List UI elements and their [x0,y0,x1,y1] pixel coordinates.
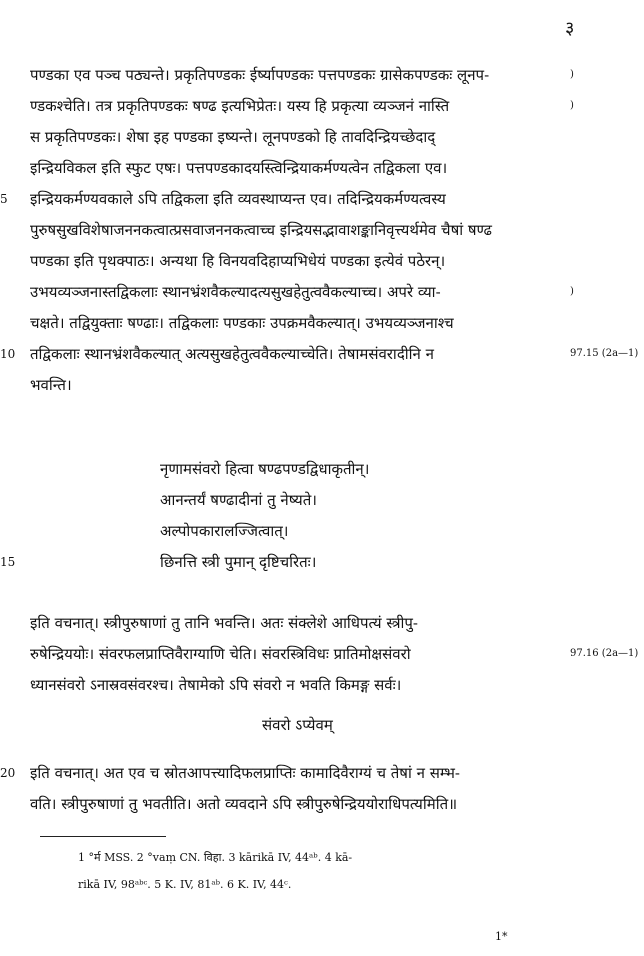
line-number: 15 [0,555,16,569]
text-line: इन्द्रियविकल इति स्फुट एषः। पत्तपण्डकादयस्त्विन्द्रियाकर्मण्यत्वेन तद्विकला एव। [30,159,448,177]
text-line: चक्षते। तद्वियुक्ताः षण्ढाः। तद्विकलाः पण्डकाः उपक्रमवैकल्यात्। उभयव्यञ्जनाश्च [30,314,454,332]
text-line: वति। स्त्रीपुरुषाणां तु भवतीति। अतो व्यवदाने ऽपि स्त्रीपुरुषेन्द्रिययोराधिपत्यमिति॥ [30,795,458,813]
line-number: 10 [0,347,16,361]
signature-mark: 1* [495,930,508,943]
margin-reference: ) [570,69,574,80]
footnote-line: 1 °र्म MSS. 2 °vaṃ CN. विहा. 3 kārikā IV, 44ᵃᵇ. 4 kā- [78,851,353,864]
verse-line: नृणामसंवरो हित्वा षण्ढपण्डद्विधाकृतीन्। [160,460,370,478]
margin-reference: 97.15 (2a—1) [570,348,639,359]
line-number: 20 [0,766,16,780]
footnote-line: rikā IV, 98ᵃᵇᶜ. 5 K. IV, 81ᵃᵇ. 6 K. IV, 44ᶜ. [78,878,292,891]
margin-reference: ) [570,286,574,297]
text-line: तद्विकलाः स्थानभ्रंशवैकल्यात् अत्यसुखहेतुत्ववैकल्याच्चेति। तेषामसंवरादीनि न [30,345,434,363]
verse-line: आनन्तर्यं षण्ढादीनां तु नेष्यते। [160,491,317,509]
text-line: इति वचनात्। अत एव च स्रोतआपत्त्यादिफलप्राप्तिः कामादिवैराग्यं च तेषां न सम्भ- [30,764,460,782]
text-line: भवन्ति। [30,376,72,394]
text-line: पण्डका इति पृथक्पाठः। अन्यथा हि विनयवदिहाप्यभिधेयं पण्डका इत्येवं पठेरन्। [30,252,446,270]
text-line: इति वचनात्। स्त्रीपुरुषाणां तु तानि भवन्ति। अतः संक्लेशे आधिपत्यं स्त्रीपु- [30,614,418,632]
text-line: इन्द्रियकर्मण्यवकाले ऽपि तद्विकला इति व्यवस्थाप्यन्त एव। तदिन्द्रियकर्मण्यत्वस्य [30,190,446,208]
text-line: रुषेन्द्रिययोः। संवरफलप्राप्तिवैराग्याणि चेति। संवरस्त्रिविधः प्रातिमोक्षसंवरो [30,645,411,663]
verse-line: अल्पोपकारालज्जित्वात्। [160,522,289,540]
footnote-rule [40,836,166,837]
line-number: 5 [0,192,8,206]
section-heading: संवरो ऽप्येवम् [262,716,333,734]
text-line: उभयव्यञ्जनास्तद्विकलाः स्थानभ्रंशवैकल्यादत्यसुखहेतुत्ववैकल्याच्च। अपरे व्या- [30,283,441,301]
page-number: ३ [565,18,575,39]
text-line: स प्रकृतिपण्डकः। शेषा इह पण्डका इष्यन्ते। लूनपण्डको हि तावदिन्द्रियच्छेदाद् [30,128,436,146]
margin-reference: ) [570,100,574,111]
margin-reference: 97.16 (2a—1) [570,648,639,659]
verse-line: छिनत्ति स्त्री पुमान् दृष्टिचरितः। [160,553,317,571]
text-line: पण्डका एव पञ्च पठ्यन्ते। प्रकृतिपण्डकः ईर्ष्यापण्डकः पत्तपण्डकः ग्रासेकपण्डकः लूनप- [30,66,490,84]
text-line: पुरुषसुखविशेषाजननकत्वात्प्रसवाजननकत्वाच्च इन्द्रियसद्भावाशङ्कानिवृत्त्यर्थमेव चैषां षण्ढ [30,221,492,239]
text-line: ध्यानसंवरो ऽनास्रवसंवरश्च। तेषामेको ऽपि संवरो न भवति किमङ्ग सर्वः। [30,676,402,694]
text-line: ण्डकश्चेति। तत्र प्रकृतिपण्डकः षण्ढ इत्यभिप्रेतः। यस्य हि प्रकृत्या व्यञ्जनं नास्ति [30,97,450,115]
